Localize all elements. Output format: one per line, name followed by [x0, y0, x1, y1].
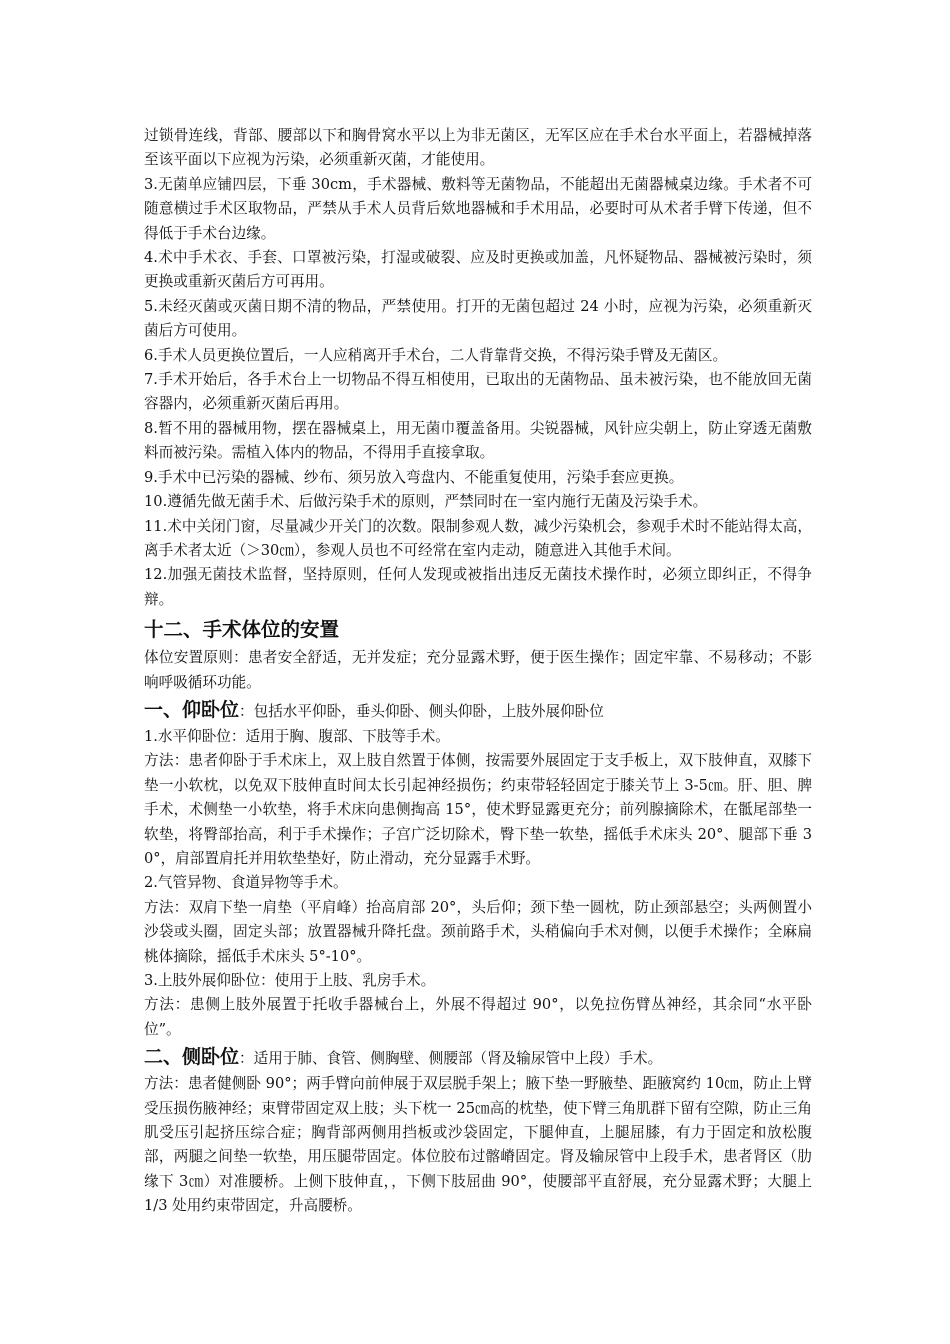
intro-paragraph: 过锁骨连线，背部、腰部以下和胸骨窝水平以上为非无菌区，无军区应在手术台水平面上，若器械掉落至该平面以下应视为污染，必须重新灭菌，才能使用。 — [144, 127, 812, 169]
supine-item-2-method: 方法：双肩下垫一肩垫（平肩峰）抬高肩部 20°，头后仰；颈下垫一圆枕，防止颈部悬空；头两侧置小沙袋或头圈，固定头部；放置器械升降托盘。颈前路手术，头稍偏向手术对侧，以便手术操作；全麻扁桃体摘除，摇低手术床头 5°-10°。 — [144, 898, 812, 965]
rule-4: 4.术中手术衣、手套、口罩被污染，打湿或破裂、应及时更换或加盖，凡怀疑物品、器械被污染时，须更换或重新灭菌后方可再用。 — [144, 249, 812, 291]
lateral-heading-title: 二、侧卧位 — [144, 1046, 240, 1069]
rule-5: 5.未经灭菌或灭菌日期不清的物品，严禁使用。打开的无菌包超过 24 小时，应视为污染，必须重新灭菌后方可使用。 — [144, 297, 812, 340]
supine-item-3: 3.上肢外展仰卧位：使用于上肢、乳房手术。 — [144, 972, 436, 989]
rule-3: 3.无菌单应铺四层，下垂 30cm，手术器械、敷料等无菌物品，不能超出无菌器械桌边缘。手术者不可随意横过手术区取物品，严禁从手术人员背后欸地器械和手术用品，必要时可从术者手臂下传递，但不得低于手术台边缘。 — [144, 175, 812, 242]
supine-item-2: 2.气管异物、食道异物等手术。 — [144, 874, 348, 892]
section-12-heading: 十二、手术体位的安置 — [144, 618, 340, 642]
rule-7: 7.手术开始后，各手术台上一切物品不得互相使用，已取出的无菌物品、虽未被污染，也不能放回无菌容器内，必须重新灭菌后再用。 — [144, 371, 812, 413]
rule-9: 9.手术中已污染的器械、纱布、须另放入弯盘内、不能重复使用，污染手套应更换。 — [144, 468, 684, 486]
document-page — [144, 124, 812, 1219]
supine-item-1-method: 方法：患者仰卧于手术床上，双上肢自然置于体侧，按需要外展固定于支手板上，双下肢伸直，双膝下垫一小软枕，以免双下肢伸直时间太长引起神经损伤；约束带轻轻固定于膝关节上 3-5㎝。肝、胆、脾手术，术侧垫一小软垫，将手术床向患侧掏高 15°，使术野显露更充分；前列腺摘除术，在骶尾部垫一软垫，将臀部抬高，利于手术操作；子宫广泛切除术，臀下垫一软垫，摇低手术床头 20°、腿部下垂 30°，肩部置肩托并用软垫垫好，防止滑动，充分显露手术野。 — [144, 752, 812, 867]
supine-heading-desc: ：包括水平仰卧，垂头仰卧、侧头仰卧，上肢外展仰卧位 — [239, 702, 604, 720]
rule-11: 11.术中关闭门窗，尽量减少开关门的次数。限制参观人数，减少污染机会，参观手术时不能站得太高，离手术者太近（＞30㎝），参观人员也不可经常在室内走动，随意进入其他手术间。 — [144, 517, 812, 559]
supine-item-3-method: 方法：患侧上肢外展置于托收手器械台上，外展不得超过 90°，以免拉伤臂丛神经，其余同“水平卧位”。 — [144, 996, 812, 1038]
lateral-heading-desc: ：适用于肺、食管、侧胸壁、侧腰部（肾及输尿管中上段）手术。 — [239, 1050, 663, 1068]
lateral-heading — [144, 1044, 812, 1072]
rule-10: 10.遵循先做无菌手术、后做污染手术的原则，严禁同时在一室内施行无菌及污染手术。 — [144, 493, 708, 511]
supine-heading-title: 一、仰卧位 — [144, 698, 240, 721]
supine-item-1: 1.水平仰卧位：适用于胸、腹部、下肢等手术。 — [144, 727, 450, 745]
rule-6: 6.手术人员更换位置后，一人应稍离开手术台，二人背靠背交换，不得污染手臂及无菌区。 — [144, 346, 728, 364]
lateral-method: 方法：患者健侧卧 90°；两手臂向前伸展于双层脱手架上；腋下垫一野腋垫、距腋窝约 10㎝，防止上臂受压损伤腋神经；束臂带固定双上肢；头下枕一 25㎝高的枕垫，使下臂三角肌群下留有空隙，防止三角肌受压引起挤压综合症；胸背部两侧用挡板或沙袋固定，下腿伸直，上腿屈膝，有力于固定和放松腹部，两腿之间垫一软垫，用压腿带固定。体位胶布过髂嵴固定。肾及输尿管中上段手术，患者肾区（肋缘下 3㎝）对准腰桥。上侧下肢伸直，，下侧下肢屈曲 90°，使腰部平直舒展，充分显露术野；大腿上 1/3 处用约束带固定，升高腰桥。 — [144, 1075, 812, 1215]
rule-8: 8.暂不用的器械用物，摆在器械桌上，用无菌巾覆盖备用。尖锐器械，风针应尖朝上，防止穿透无菌敷料而被污染。需植入体内的物品，不得用手直接拿取。 — [144, 419, 812, 462]
rule-12: 12.加强无菌技术监督，坚持原则，任何人发现或被指出违反无菌技术操作时，必须立即纠正，不得争辩。 — [144, 566, 812, 608]
positioning-principle: 体位安置原则：患者安全舒适，无并发症；充分显露术野，便于医生操作；固定牢靠、不易移动；不影响呼吸循环功能。 — [144, 649, 812, 691]
supine-heading — [144, 697, 812, 725]
